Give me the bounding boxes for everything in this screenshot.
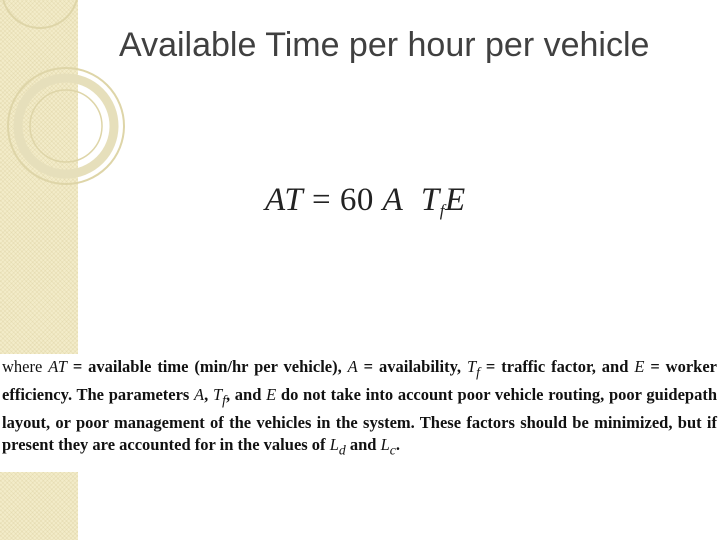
var-a: A <box>347 357 358 376</box>
excerpt-text: , and <box>225 384 267 404</box>
var-e: E <box>266 384 277 404</box>
formula-equals: = <box>312 182 332 218</box>
excerpt-text: and <box>345 435 381 455</box>
slide-title: Available Time per hour per vehicle <box>119 26 650 64</box>
excerpt-text: where <box>2 357 49 376</box>
excerpt-text: = availability, <box>357 357 467 376</box>
formula-term-t-sub: f <box>439 201 445 220</box>
var-lc-sub: c <box>389 442 396 458</box>
var-t-sub: f <box>222 392 226 408</box>
var-lc: L <box>380 435 390 455</box>
excerpt-text: do not take into account poor vehicle routing, poor guidepath layout, or poor management of the vehicles in the system. These factors should be minimized, but if present they are accounted for in the values of <box>2 384 717 455</box>
excerpt-text: = worker efficiency. The parameters <box>2 357 717 404</box>
formula <box>265 182 466 221</box>
var-ld-sub: d <box>338 442 346 458</box>
var-a: A <box>194 384 205 404</box>
formula-term-e: E <box>444 182 466 218</box>
formula-term-t: T <box>420 182 440 218</box>
formula-term-a: A <box>382 182 404 218</box>
var-ld: L <box>329 435 339 455</box>
formula-lhs: AT <box>265 182 304 218</box>
var-e: E <box>634 357 645 376</box>
excerpt-text: , <box>204 384 213 404</box>
var-t: T <box>466 357 477 376</box>
excerpt-text: . <box>395 435 401 455</box>
formula-coefficient: 60 <box>339 182 374 218</box>
excerpt-text: = available time (min/hr per vehicle), <box>66 357 348 376</box>
var-t-sub: f <box>476 364 480 380</box>
text-excerpt <box>0 354 720 472</box>
var-t: T <box>212 384 223 404</box>
var-at: AT <box>48 357 67 376</box>
excerpt-text: = traffic factor, and <box>480 357 635 376</box>
